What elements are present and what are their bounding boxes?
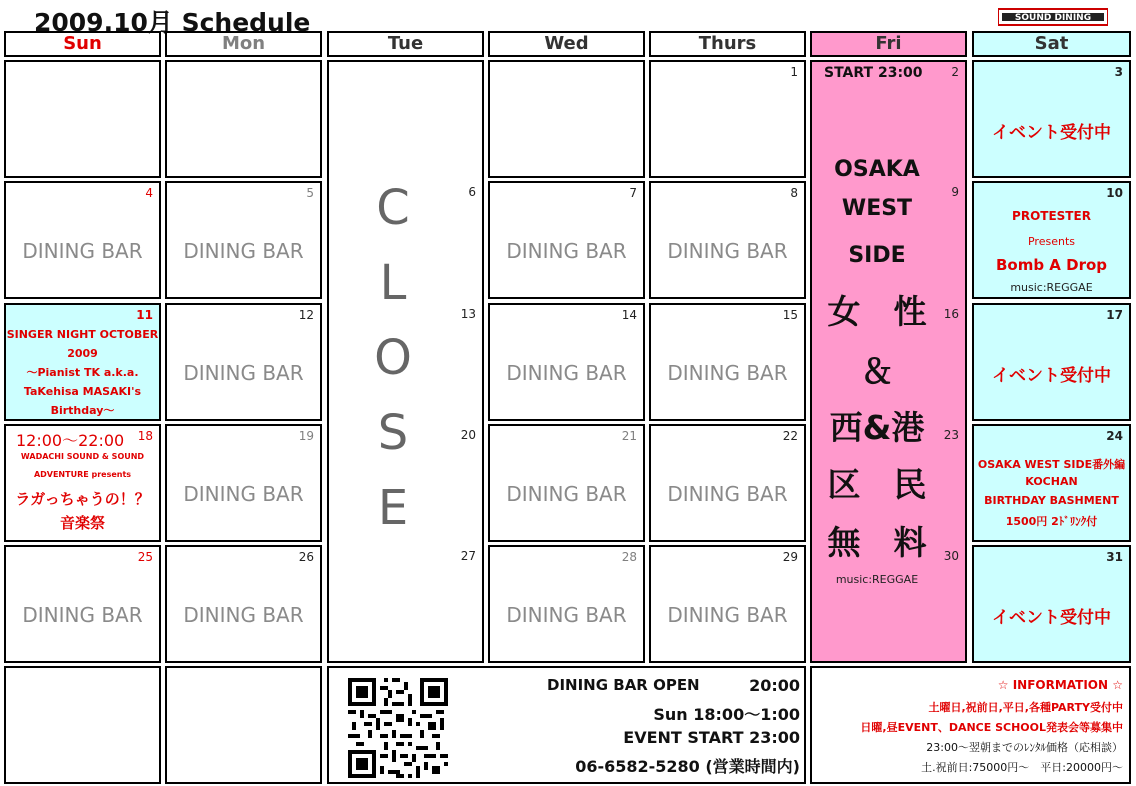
date-number: 23 <box>943 428 959 442</box>
date-number: 19 <box>298 429 314 443</box>
information-line: 土.祝前日:75000円～ 平日:20000円～ <box>921 761 1123 774</box>
event-line: ～Pianist TK a.k.a. <box>26 366 139 379</box>
logo-text: SOUND DINING <box>1014 13 1092 23</box>
calendar-cell-24 <box>972 424 1131 542</box>
footer-empty-cell <box>165 666 322 784</box>
event-line: TaKehisa MASAKI's <box>23 385 142 398</box>
information-title: ☆ INFORMATION ☆ <box>997 678 1123 692</box>
calendar-cell-4 <box>4 181 161 299</box>
friday-event-column <box>810 60 967 663</box>
fri-line: 女 性 <box>827 292 927 331</box>
date-number: 26 <box>298 550 314 564</box>
event-music-genre: music:REGGAE <box>1010 281 1093 294</box>
dining-bar-label: DINING BAR <box>22 603 143 627</box>
event-line: WADACHI SOUND & SOUND <box>20 452 145 461</box>
phone-number: 06-6582-5280 (営業時間内) <box>575 757 800 776</box>
calendar-cell-10 <box>972 181 1131 299</box>
event-line: 音楽祭 <box>59 514 105 532</box>
event-recruit-text: イベント受付中 <box>992 366 1111 386</box>
dining-bar-open-label: DINING BAR OPEN <box>547 676 700 694</box>
calendar-cell-7 <box>488 181 645 299</box>
calendar-cell-11 <box>4 303 161 421</box>
calendar-cell-15 <box>649 303 806 421</box>
fri-line: 西&港 <box>829 408 925 447</box>
event-line: ラガっちゃうの！？ <box>15 490 150 508</box>
date-number: 13 <box>460 307 476 321</box>
event-line: ADVENTURE presents <box>33 470 132 479</box>
fri-event-block <box>812 62 942 662</box>
date-number: 27 <box>460 549 476 563</box>
date-number: 24 <box>1106 429 1123 443</box>
date-number: 2 <box>951 65 959 79</box>
close-letter: L <box>379 255 407 311</box>
calendar-cell-28 <box>488 545 645 663</box>
day-header-fri: Fri <box>810 31 967 57</box>
date-number: 8 <box>790 186 798 200</box>
calendar-cell-17 <box>972 303 1131 421</box>
date-number: 18 <box>137 429 153 443</box>
calendar-cell-25 <box>4 545 161 663</box>
date-number: 21 <box>621 429 637 443</box>
fri-line: 無 料 <box>827 523 927 562</box>
fri-start-time: START 23:00 <box>824 65 923 81</box>
date-number: 25 <box>137 550 153 564</box>
calendar-cell-12 <box>165 303 322 421</box>
close-letter: S <box>377 405 409 461</box>
day-header-mon: Mon <box>165 31 322 57</box>
date-number: 30 <box>943 549 959 563</box>
day-header-thu: Thurs <box>649 31 806 57</box>
event-line: OSAKA WEST SIDE番外編 <box>977 458 1126 471</box>
page-title: 2009.10月 Schedule <box>34 8 311 37</box>
fri-line: SIDE <box>848 243 906 268</box>
information-box <box>810 666 1131 784</box>
date-number: 12 <box>298 308 314 322</box>
day-header-sat: Sat <box>972 31 1131 57</box>
footer-hours-box <box>327 666 806 784</box>
calendar-cell-3 <box>972 60 1131 178</box>
fri-music-genre: music:REGGAE <box>835 573 919 586</box>
close-text <box>329 180 457 540</box>
dining-bar-label: DINING BAR <box>667 361 788 385</box>
calendar-cell-19 <box>165 424 322 542</box>
event-line: PROTESTER <box>1012 209 1091 223</box>
close-letter: O <box>374 330 412 386</box>
date-number: 9 <box>951 185 959 199</box>
fri-line: WEST <box>841 196 913 221</box>
calendar-cell-21 <box>488 424 645 542</box>
dining-bar-label: DINING BAR <box>667 482 788 506</box>
date-number: 6 <box>468 185 476 199</box>
sunday-hours: Sun 18:00～1:00 <box>653 705 800 724</box>
day-header-wed: Wed <box>488 31 645 57</box>
calendar-cell-31 <box>972 545 1131 663</box>
dining-bar-label: DINING BAR <box>506 361 627 385</box>
event-line: Birthday～ <box>50 404 115 417</box>
information-line: 土曜日,祝前日,平日,各種PARTY受付中 <box>928 701 1123 714</box>
calendar-cell-empty <box>165 60 322 178</box>
event-line: 2009 <box>67 347 98 360</box>
event-line: Bomb A Drop <box>995 256 1108 274</box>
date-number: 20 <box>460 428 476 442</box>
sound-dining-logo <box>998 6 1108 28</box>
event-line: SINGER NIGHT OCTOBER <box>6 328 159 341</box>
date-number: 5 <box>306 186 314 200</box>
dining-bar-label: DINING BAR <box>183 603 304 627</box>
calendar-cell-8 <box>649 181 806 299</box>
calendar-cell-18 <box>4 424 161 542</box>
footer-empty-cell <box>4 666 161 784</box>
dining-bar-label: DINING BAR <box>506 239 627 263</box>
event-recruit-text: イベント受付中 <box>992 123 1111 143</box>
date-number: 22 <box>782 429 798 443</box>
calendar-cell-empty <box>488 60 645 178</box>
date-number: 15 <box>782 308 798 322</box>
dining-bar-label: DINING BAR <box>183 361 304 385</box>
date-number: 1 <box>790 65 798 79</box>
date-number: 10 <box>1106 186 1123 200</box>
calendar-cell-empty <box>4 60 161 178</box>
logo-graphic <box>998 6 1108 28</box>
event-recruit-text: イベント受付中 <box>992 608 1111 628</box>
event-time: 12:00～22:00 <box>16 431 125 450</box>
dining-bar-label: DINING BAR <box>667 239 788 263</box>
close-letter: C <box>376 180 410 236</box>
dining-bar-label: DINING BAR <box>506 603 627 627</box>
event-line: BIRTHDAY BASHMENT <box>984 494 1119 507</box>
calendar-cell-14 <box>488 303 645 421</box>
calendar-cell-1 <box>649 60 806 178</box>
event-line: 1500円 2ﾄﾞﾘﾝｸ付 <box>1005 515 1098 528</box>
event-line: Presents <box>1027 235 1075 248</box>
day-header-tue: Tue <box>327 31 484 57</box>
event-start-time: EVENT START 23:00 <box>623 728 800 747</box>
calendar-cell-26 <box>165 545 322 663</box>
date-number: 14 <box>621 308 637 322</box>
date-number: 16 <box>943 307 959 321</box>
dining-bar-label: DINING BAR <box>506 482 627 506</box>
date-number: 17 <box>1106 308 1123 322</box>
dining-bar-label: DINING BAR <box>22 239 143 263</box>
calendar-cell-5 <box>165 181 322 299</box>
date-number: 29 <box>782 550 798 564</box>
qr-code-icon <box>348 678 448 778</box>
date-number: 4 <box>145 186 153 200</box>
date-number: 31 <box>1106 550 1123 564</box>
day-header-sun: Sun <box>4 31 161 57</box>
dining-bar-label: DINING BAR <box>667 603 788 627</box>
close-letter: E <box>377 480 409 536</box>
fri-line: 区 民 <box>827 465 927 504</box>
dining-bar-label: DINING BAR <box>183 482 304 506</box>
tuesday-closed-column <box>327 60 484 663</box>
dining-bar-open-time: 20:00 <box>749 676 800 695</box>
date-number: 3 <box>1114 65 1123 79</box>
fri-line: ＆ <box>860 352 894 391</box>
information-line: 23:00～翌朝までのﾚﾝﾀﾙ価格（応相談） <box>926 741 1123 754</box>
date-number: 28 <box>621 550 637 564</box>
date-number: 11 <box>136 308 153 322</box>
dining-bar-label: DINING BAR <box>183 239 304 263</box>
fri-line: OSAKA <box>834 157 920 182</box>
calendar-cell-22 <box>649 424 806 542</box>
information-line: 日曜,昼EVENT、DANCE SCHOOL発表会等募集中 <box>860 721 1123 734</box>
event-line: KOCHAN <box>1025 475 1078 488</box>
calendar-cell-29 <box>649 545 806 663</box>
date-number: 7 <box>629 186 637 200</box>
